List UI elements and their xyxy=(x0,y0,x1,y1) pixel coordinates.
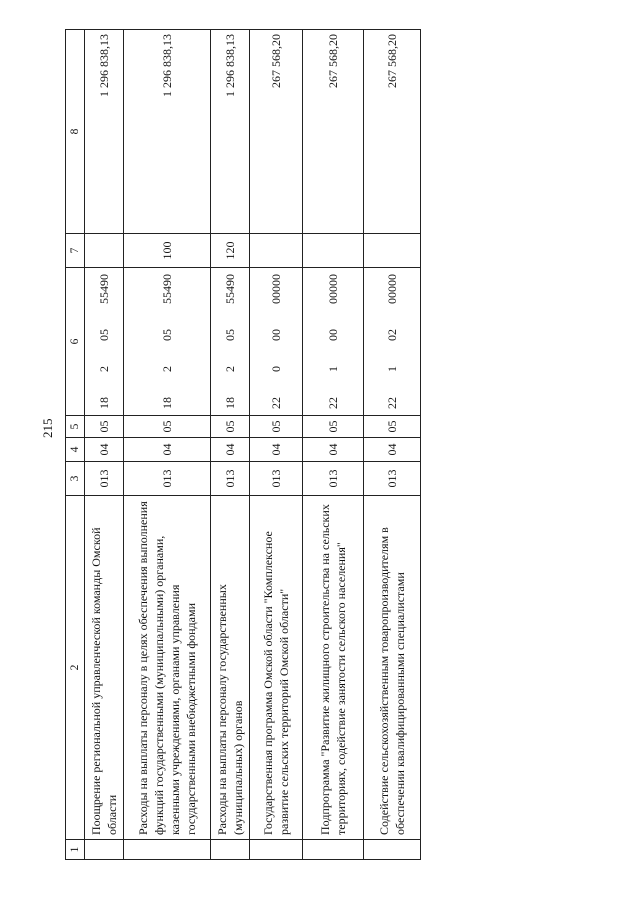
amount-cell: 1 296 838,13 xyxy=(211,30,250,234)
subprogram-code: 2 xyxy=(222,366,237,372)
target-article-cell xyxy=(303,268,364,416)
budget-table xyxy=(65,29,421,860)
program-code: 22 xyxy=(384,397,399,409)
target-article-cell xyxy=(211,268,250,416)
subprogram-code: 1 xyxy=(384,366,399,372)
subprogram-code: 1 xyxy=(325,366,340,372)
row-index-cell xyxy=(211,840,250,860)
page-number: 215 xyxy=(40,418,55,438)
ministry-code-cell: 013 xyxy=(85,462,124,496)
column-header: 2 xyxy=(66,496,85,840)
ministry-code-cell: 013 xyxy=(364,462,421,496)
direction-code: 55490 xyxy=(96,274,111,304)
ministry-code-cell: 013 xyxy=(211,462,250,496)
subsection-code-cell: 05 xyxy=(364,416,421,438)
table-row xyxy=(124,30,211,860)
amount-cell: 1 296 838,13 xyxy=(124,30,211,234)
expense-name-cell: Государственная программа Омской области "Комплексное развитие сельских территорий Омской области" xyxy=(250,496,303,840)
ministry-code-cell: 013 xyxy=(124,462,211,496)
section-code-cell: 04 xyxy=(85,438,124,462)
amount-cell: 1 296 838,13 xyxy=(85,30,124,234)
program-code: 18 xyxy=(159,397,174,409)
event-code: 05 xyxy=(222,329,237,341)
event-code: 00 xyxy=(325,329,340,341)
expense-type-cell: 100 xyxy=(124,234,211,268)
section-code-cell: 04 xyxy=(250,438,303,462)
subprogram-code: 0 xyxy=(268,366,283,372)
column-header: 4 xyxy=(66,438,85,462)
target-article-cell xyxy=(364,268,421,416)
program-code: 18 xyxy=(222,397,237,409)
subprogram-code: 2 xyxy=(159,366,174,372)
expense-name-cell: Подпрограмма "Развитие жилищного строительства на сельских территориях, содействие занятости сельского населения" xyxy=(303,496,364,840)
expense-name-cell: Поощрение региональной управленческой команды Омской области xyxy=(85,496,124,840)
table-header xyxy=(66,30,85,860)
subsection-code-cell: 05 xyxy=(211,416,250,438)
row-index-cell xyxy=(124,840,211,860)
section-code-cell: 04 xyxy=(364,438,421,462)
target-article-cell xyxy=(250,268,303,416)
direction-code: 55490 xyxy=(159,274,174,304)
row-index-cell xyxy=(303,840,364,860)
subsection-code-cell: 05 xyxy=(85,416,124,438)
direction-code: 00000 xyxy=(384,274,399,304)
amount-cell: 267 568,20 xyxy=(303,30,364,234)
column-header: 7 xyxy=(66,234,85,268)
column-header: 6 xyxy=(66,268,85,416)
table-row xyxy=(364,30,421,860)
table-row xyxy=(211,30,250,860)
subsection-code-cell: 05 xyxy=(124,416,211,438)
amount-cell: 267 568,20 xyxy=(364,30,421,234)
column-header: 8 xyxy=(66,30,85,234)
expense-type-cell xyxy=(85,234,124,268)
direction-code: 00000 xyxy=(325,274,340,304)
program-code: 18 xyxy=(96,397,111,409)
target-article-cell xyxy=(124,268,211,416)
program-code: 22 xyxy=(325,397,340,409)
target-article-cell xyxy=(85,268,124,416)
subprogram-code: 2 xyxy=(96,366,111,372)
row-index-cell xyxy=(85,840,124,860)
subsection-code-cell: 05 xyxy=(303,416,364,438)
amount-cell: 267 568,20 xyxy=(250,30,303,234)
budget-table-region xyxy=(65,30,435,860)
ministry-code-cell: 013 xyxy=(303,462,364,496)
expense-name-cell: Содействие сельскохозяйственным товаропроизводителям в обеспечении квалифицированными специалистами xyxy=(364,496,421,840)
expense-name-cell: Расходы на выплаты персоналу в целях обеспечения выполнения функций государственными (муниципальными) органами, казенными учреждениями, органами управления государственными внебюджетными фондами xyxy=(124,496,211,840)
table-row xyxy=(250,30,303,860)
table-row xyxy=(303,30,364,860)
column-header: 5 xyxy=(66,416,85,438)
direction-code: 00000 xyxy=(268,274,283,304)
event-code: 05 xyxy=(159,329,174,341)
column-header: 3 xyxy=(66,462,85,496)
ministry-code-cell: 013 xyxy=(250,462,303,496)
table-row xyxy=(85,30,124,860)
expense-name-cell: Расходы на выплаты персоналу государственных (муниципальных) органов xyxy=(211,496,250,840)
event-code: 02 xyxy=(384,329,399,341)
section-code-cell: 04 xyxy=(211,438,250,462)
event-code: 00 xyxy=(268,329,283,341)
expense-type-cell: 120 xyxy=(211,234,250,268)
section-code-cell: 04 xyxy=(303,438,364,462)
section-code-cell: 04 xyxy=(124,438,211,462)
expense-type-cell xyxy=(364,234,421,268)
expense-type-cell xyxy=(250,234,303,268)
subsection-code-cell: 05 xyxy=(250,416,303,438)
row-index-cell xyxy=(364,840,421,860)
column-header: 1 xyxy=(66,840,85,860)
program-code: 22 xyxy=(268,397,283,409)
direction-code: 55490 xyxy=(222,274,237,304)
event-code: 05 xyxy=(96,329,111,341)
row-index-cell xyxy=(250,840,303,860)
expense-type-cell xyxy=(303,234,364,268)
